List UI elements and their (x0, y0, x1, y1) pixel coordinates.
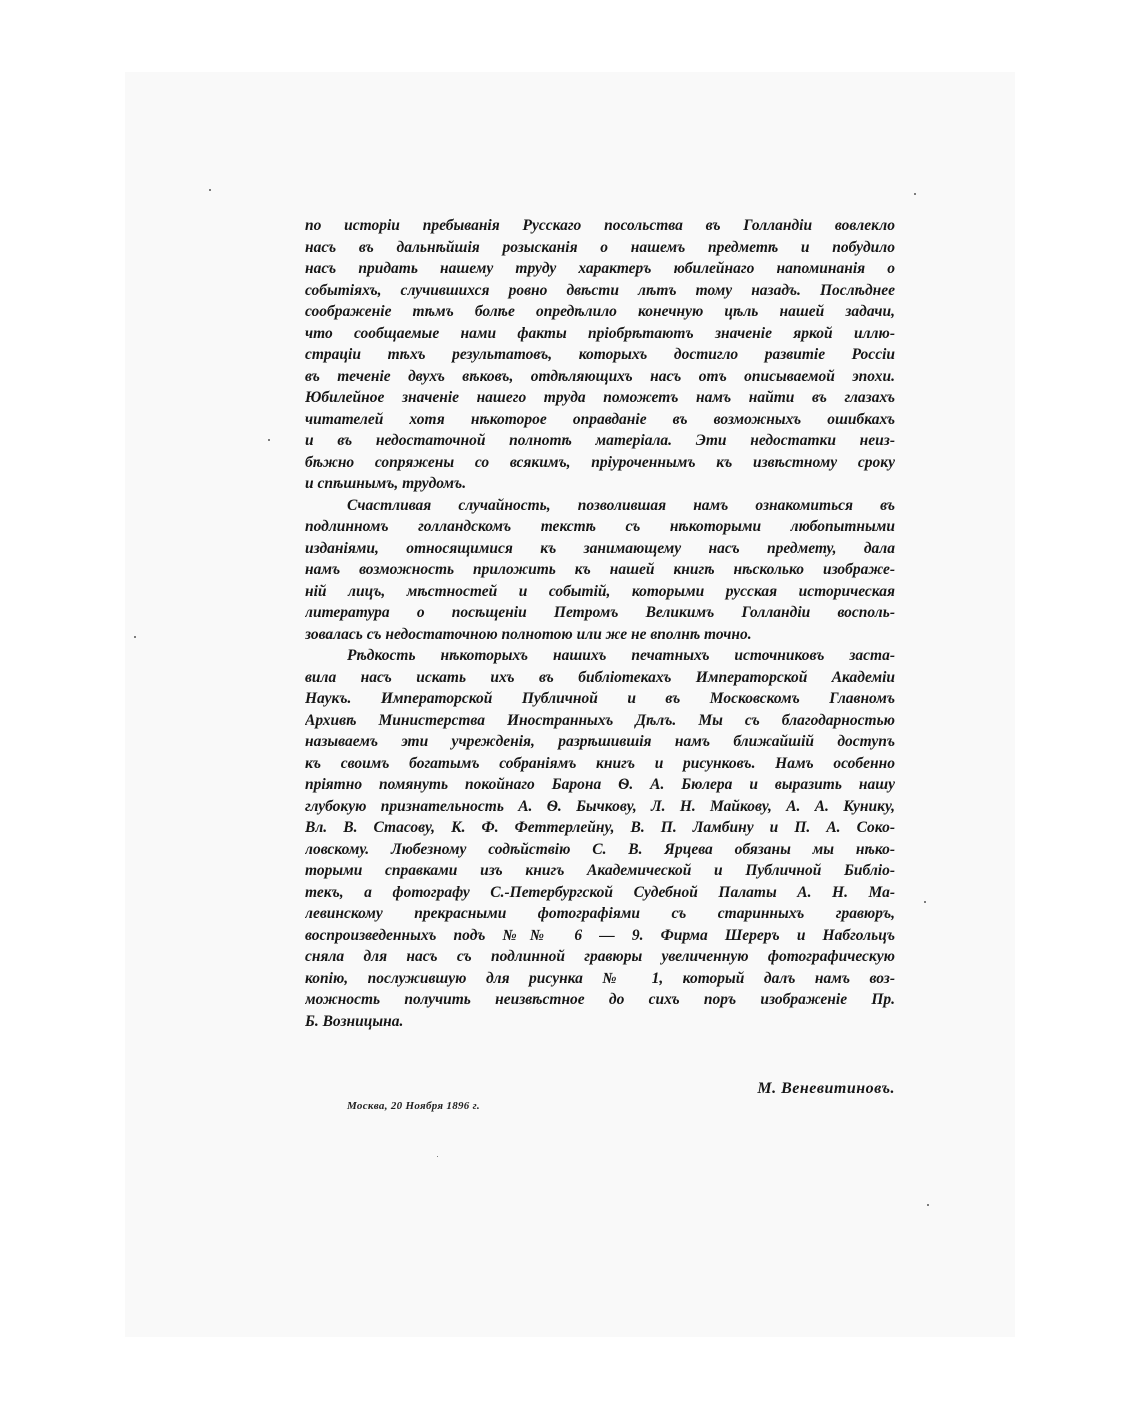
text-line: намъ возможность приложить къ нашей книгѣ нѣсколько изображе- (305, 561, 895, 578)
text-line: прiятно помянуть покойнаго Барона Ѳ. А. Бюлера и выразить нашу (305, 776, 895, 793)
text-line: левинскому прекрасными фотографiями съ старинныхъ гравюръ, (305, 905, 895, 922)
body-text (305, 215, 895, 1032)
text-line: насъ въ дальнѣйшiя розысканiя о нашемъ предметѣ и побудило (305, 238, 895, 256)
text-line: литература о посѣщенiи Петромъ Великимъ Голландiи восполь- (305, 604, 895, 621)
text-line: торыми справками изъ книгъ Академической и Публичной Библiо- (305, 862, 895, 879)
text-line: нiй лицъ, мѣстностей и событiй, которыми русская историческая (305, 582, 895, 600)
scan-speck (209, 189, 211, 191)
text-line: бѣжно сопряжены со всякимъ, прiуроченнымъ къ извѣстному сроку (305, 453, 895, 471)
text-line: страцiи тѣхъ результатовъ, которыхъ достигло развитiе Россiи (305, 346, 895, 363)
text-line: Наукъ. Императорской Публичной и въ Московскомъ Главномъ (305, 690, 895, 707)
text-line: подлинномъ голландскомъ текстѣ съ нѣкоторыми любопытными (305, 518, 895, 535)
text-line: копiю, послужившую для рисунка № 1, который далъ намъ воз- (305, 969, 895, 987)
text-line: читателей хотя нѣкоторое оправданiе въ возможныхъ ошибкахъ (305, 410, 895, 428)
text-line: что сообщаемые нами факты прiобрѣтаютъ значенiе яркой иллю- (305, 324, 895, 342)
text-line: Счастливая случайность, позволившая намъ ознакомиться въ (347, 496, 895, 514)
text-line: насъ придать нашему труду характеръ юбилейнаго напоминанiя о (305, 260, 895, 277)
text-line: и спѣшнымъ, трудомъ. (305, 475, 467, 492)
text-line: вила насъ искать ихъ въ библiотекахъ Императорской Академiи (305, 668, 895, 686)
text-line: называемъ эти учрежденiя, разрѣшившiя намъ ближайшiй доступъ (305, 733, 895, 750)
text-line: изданiями, относящимися къ занимающему насъ предмету, дала (305, 539, 895, 557)
scan-speck (437, 1156, 438, 1157)
place-date-line: Москва, 20 Ноября 1896 г. (347, 1100, 480, 1112)
text-line: ловскому. Любезному содѣйствiю С. В. Ярцева обязаны мы нѣко- (305, 840, 895, 858)
text-line: къ своимъ богатымъ собранiямъ книгъ и рисунковъ. Намъ особенно (305, 754, 895, 772)
text-line: Вл. В. Стасову, К. Ф. Феттерлейну, В. П. Ламбину и П. А. Соко- (305, 819, 895, 836)
text-line: по исторiи пребыванiя Русскаго посольства въ Голландiи вовлекло (305, 217, 895, 234)
text-line: и въ недостаточной полнотѣ матерiала. Эти недостатки неиз- (305, 432, 895, 449)
text-line: соображенiе тѣмъ болѣе опредѣлило конечную цѣль нашей задачи, (305, 303, 895, 320)
text-line: можность получить неизвѣстное до сихъ поръ изображенiе Пр. (305, 991, 895, 1008)
scan-speck (268, 439, 270, 441)
text-line: воспроизведенныхъ подъ №№ 6 — 9. Фирма Шереръ и Набгольцъ (305, 926, 895, 944)
text-line: Б. Возницына. (305, 1012, 404, 1030)
scan-speck (914, 193, 916, 195)
scan-speck (924, 901, 926, 903)
text-line: сняла для насъ съ подлинной гравюры увеличенную фотографическую (305, 948, 895, 965)
scan-speck (927, 1204, 929, 1206)
text-line: зовалась съ недостаточною полнотою или же не вполнѣ точно. (305, 625, 752, 643)
scan-speck (134, 636, 136, 638)
text-line: глубокую признательность А. Ѳ. Бычкову, Л. Н. Майкову, А. А. Кунику, (305, 797, 895, 815)
text-line: событiяхъ, случившихся ровно двѣсти лѣтъ тому назадъ. Послѣднее (305, 281, 895, 299)
text-line: въ теченiе двухъ вѣковъ, отдѣляющихъ насъ отъ описываемой эпохи. (305, 367, 895, 385)
text-line: текъ, а фотографу С.-Петербургской Судебной Палаты А. Н. Ма- (305, 883, 895, 901)
text-line: Архивѣ Министерства Иностранныхъ Дѣлъ. Мы съ благодарностью (305, 711, 895, 729)
text-line: Юбилейное значенiе нашего труда поможетъ намъ найти въ глазахъ (305, 389, 895, 406)
text-line: Рѣдкость нѣкоторыхъ нашихъ печатныхъ источниковъ застa- (347, 647, 895, 664)
author-signature: М. Веневитиновъ. (757, 1080, 895, 1097)
